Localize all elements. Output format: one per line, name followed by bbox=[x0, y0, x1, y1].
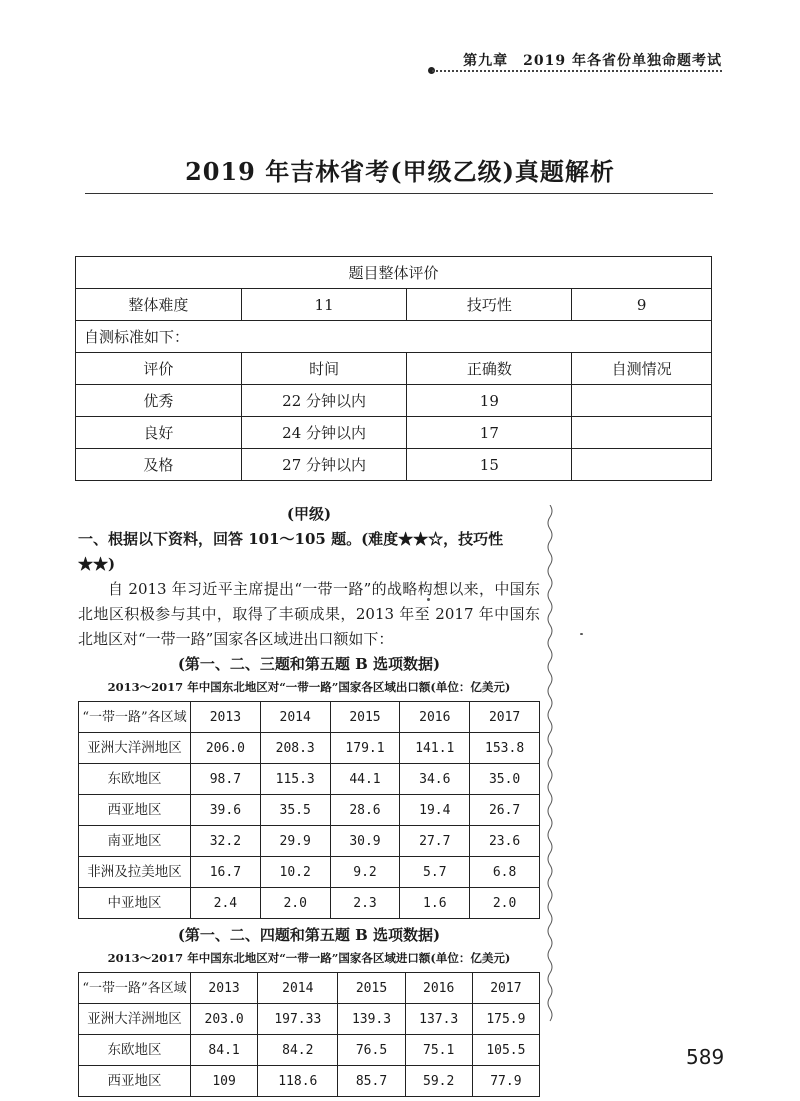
value-cell: 98.7 bbox=[191, 764, 261, 795]
evaluation-row bbox=[76, 385, 712, 417]
export-table bbox=[78, 701, 540, 919]
running-header: 第九章 2019 年各省份单独命题考试 bbox=[463, 53, 722, 69]
evaluation-heading: 题目整体评价 bbox=[76, 257, 712, 289]
region-cell: 非洲及拉美地区 bbox=[79, 857, 191, 888]
header-cell: 评价 bbox=[76, 353, 242, 385]
value-cell: 75.1 bbox=[405, 1035, 472, 1066]
grade-cell: 良好 bbox=[76, 417, 242, 449]
page-title: 2019 年吉林省考(甲级乙级)真题解析 bbox=[185, 157, 615, 186]
value-cell: 5.7 bbox=[400, 857, 470, 888]
header-dotted-rule bbox=[432, 70, 722, 72]
header-cell: 2016 bbox=[400, 702, 470, 733]
value-cell: 84.2 bbox=[258, 1035, 338, 1066]
table-header-row bbox=[79, 973, 540, 1004]
value-cell: 28.6 bbox=[330, 795, 400, 826]
header-cell: “一带一路”各区域 bbox=[79, 973, 191, 1004]
value-cell: 39.6 bbox=[191, 795, 261, 826]
time-cell: 24 分钟以内 bbox=[241, 417, 407, 449]
region-cell: 南亚地区 bbox=[79, 826, 191, 857]
value-cell: 2.4 bbox=[191, 888, 261, 919]
region-cell: 西亚地区 bbox=[79, 1066, 191, 1097]
value-cell: 35.5 bbox=[260, 795, 330, 826]
question-section bbox=[78, 502, 540, 1101]
value-cell: 197.33 bbox=[258, 1004, 338, 1035]
value-cell: 23.6 bbox=[470, 826, 540, 857]
value-cell: 77.9 bbox=[472, 1066, 539, 1097]
question-line: 一、根据以下资料，回答 101～105 题。(难度★★☆，技巧性★★) bbox=[78, 530, 504, 573]
value-cell: 85.7 bbox=[338, 1066, 405, 1097]
value-cell: 153.8 bbox=[470, 733, 540, 764]
header-cell: 2015 bbox=[338, 973, 405, 1004]
correct-cell: 15 bbox=[407, 449, 572, 481]
value-cell: 2.3 bbox=[330, 888, 400, 919]
header-cell: 2013 bbox=[191, 702, 261, 733]
header-cell: “一带一路”各区域 bbox=[79, 702, 191, 733]
header-cell: 2014 bbox=[258, 973, 338, 1004]
value-cell: 2.0 bbox=[260, 888, 330, 919]
evaluation-table bbox=[75, 256, 712, 481]
value-cell: 30.9 bbox=[330, 826, 400, 857]
evaluation-row bbox=[76, 417, 712, 449]
header-cell: 2014 bbox=[260, 702, 330, 733]
scan-speck bbox=[580, 633, 583, 635]
table-row bbox=[79, 1035, 540, 1066]
value-cell: 84.1 bbox=[191, 1035, 258, 1066]
region-cell: 东欧地区 bbox=[79, 1035, 191, 1066]
export-table-note: (第一、二、三题和第五题 B 选项数据) bbox=[177, 655, 441, 673]
region-cell: 东欧地区 bbox=[79, 764, 191, 795]
export-table-caption: 2013～2017 年中国东北地区对“一带一路”国家各区域出口额(单位：亿美元) bbox=[107, 680, 511, 694]
header-cell: 2016 bbox=[405, 973, 472, 1004]
table-row bbox=[79, 764, 540, 795]
value-cell: 139.3 bbox=[338, 1004, 405, 1035]
header-cell: 正确数 bbox=[407, 353, 572, 385]
title-rule bbox=[85, 193, 713, 194]
header-cell: 2017 bbox=[470, 702, 540, 733]
import-table-note: (第一、二、四题和第五题 B 选项数据) bbox=[177, 926, 441, 944]
value-cell: 59.2 bbox=[405, 1066, 472, 1097]
value-cell: 203.0 bbox=[191, 1004, 258, 1035]
self-test-note: 自测标准如下： bbox=[76, 321, 712, 353]
header-cell: 时间 bbox=[241, 353, 407, 385]
table-row bbox=[79, 888, 540, 919]
value-cell: 175.9 bbox=[472, 1004, 539, 1035]
page-number: 589 bbox=[686, 1045, 725, 1069]
correct-cell: 17 bbox=[407, 417, 572, 449]
table-row bbox=[79, 733, 540, 764]
self-check-cell[interactable] bbox=[572, 449, 712, 481]
table-row bbox=[79, 1066, 540, 1097]
evaluation-row bbox=[76, 449, 712, 481]
value-cell: 16.7 bbox=[191, 857, 261, 888]
self-test-note-row bbox=[76, 321, 712, 353]
value-cell: 2.0 bbox=[470, 888, 540, 919]
intro-paragraph: 自 2013 年习近平主席提出“一带一路”的战略构想以来，中国东北地区积极参与其中，取得了丰硕成果，2013 年至 2017 年中国东北地区对“一带一路”国家各区域进出口额如下： bbox=[78, 580, 540, 648]
value-cell: 9.2 bbox=[330, 857, 400, 888]
self-check-cell[interactable] bbox=[572, 385, 712, 417]
value-cell: 10.2 bbox=[260, 857, 330, 888]
skill-value: 9 bbox=[572, 289, 712, 321]
scan-speck bbox=[427, 598, 430, 601]
value-cell: 29.9 bbox=[260, 826, 330, 857]
value-cell: 26.7 bbox=[470, 795, 540, 826]
evaluation-header-row bbox=[76, 353, 712, 385]
table-row bbox=[79, 1004, 540, 1035]
value-cell: 137.3 bbox=[405, 1004, 472, 1035]
value-cell: 141.1 bbox=[400, 733, 470, 764]
grade-cell: 及格 bbox=[76, 449, 242, 481]
time-cell: 27 分钟以内 bbox=[241, 449, 407, 481]
difficulty-value: 11 bbox=[241, 289, 407, 321]
time-cell: 22 分钟以内 bbox=[241, 385, 407, 417]
value-cell: 76.5 bbox=[338, 1035, 405, 1066]
value-cell: 27.7 bbox=[400, 826, 470, 857]
level-label: (甲级) bbox=[286, 505, 332, 523]
wavy-margin-line bbox=[545, 505, 555, 1025]
value-cell: 1.6 bbox=[400, 888, 470, 919]
table-row bbox=[79, 857, 540, 888]
value-cell: 115.3 bbox=[260, 764, 330, 795]
region-cell: 中亚地区 bbox=[79, 888, 191, 919]
table-row bbox=[79, 826, 540, 857]
value-cell: 19.4 bbox=[400, 795, 470, 826]
table-row bbox=[79, 795, 540, 826]
value-cell: 206.0 bbox=[191, 733, 261, 764]
difficulty-label: 整体难度 bbox=[76, 289, 242, 321]
header-cell: 2015 bbox=[330, 702, 400, 733]
value-cell: 109 bbox=[191, 1066, 258, 1097]
value-cell: 105.5 bbox=[472, 1035, 539, 1066]
import-table-caption: 2013～2017 年中国东北地区对“一带一路”国家各区域进口额(单位：亿美元) bbox=[107, 951, 511, 965]
value-cell: 35.0 bbox=[470, 764, 540, 795]
region-cell: 亚洲大洋洲地区 bbox=[79, 733, 191, 764]
grade-cell: 优秀 bbox=[76, 385, 242, 417]
evaluation-summary-row bbox=[76, 289, 712, 321]
value-cell: 179.1 bbox=[330, 733, 400, 764]
value-cell: 32.2 bbox=[191, 826, 261, 857]
skill-label: 技巧性 bbox=[407, 289, 572, 321]
region-cell: 西亚地区 bbox=[79, 795, 191, 826]
region-cell: 亚洲大洋洲地区 bbox=[79, 1004, 191, 1035]
import-table bbox=[78, 972, 540, 1097]
value-cell: 6.8 bbox=[470, 857, 540, 888]
table-header-row bbox=[79, 702, 540, 733]
header-cell: 2013 bbox=[191, 973, 258, 1004]
header-cell: 自测情况 bbox=[572, 353, 712, 385]
self-check-cell[interactable] bbox=[572, 417, 712, 449]
value-cell: 118.6 bbox=[258, 1066, 338, 1097]
value-cell: 208.3 bbox=[260, 733, 330, 764]
value-cell: 34.6 bbox=[400, 764, 470, 795]
evaluation-heading-row bbox=[76, 257, 712, 289]
correct-cell: 19 bbox=[407, 385, 572, 417]
header-cell: 2017 bbox=[472, 973, 539, 1004]
value-cell: 44.1 bbox=[330, 764, 400, 795]
